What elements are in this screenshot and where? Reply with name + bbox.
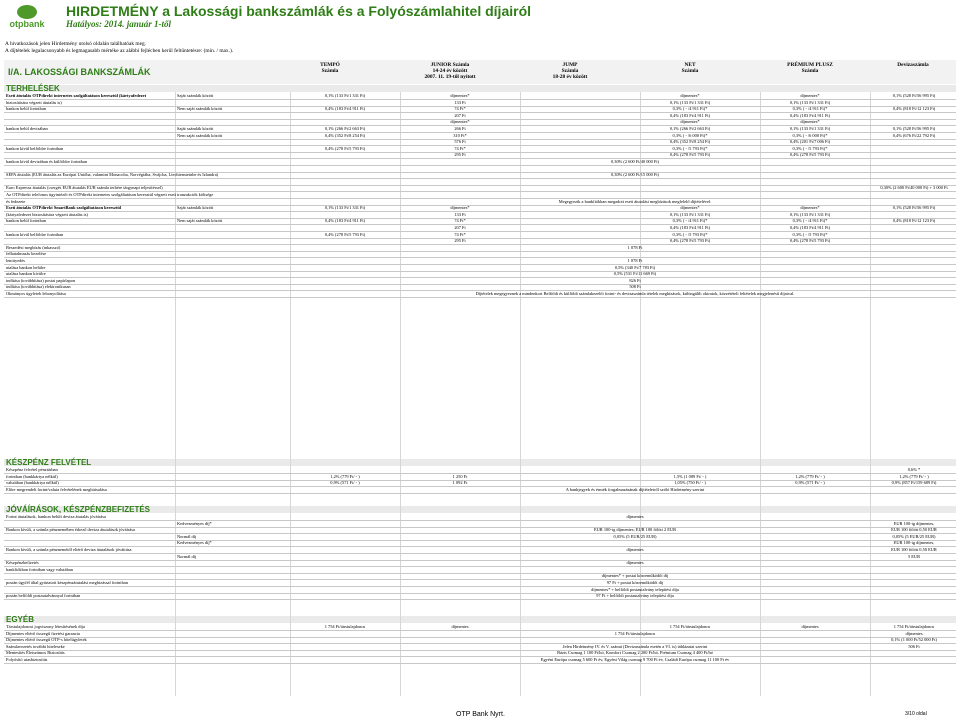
footer-bank: OTP Bank Nyrt. [456, 711, 505, 718]
table-cell: Nem saját számlák között [177, 106, 223, 112]
table-cell: Forint átutalások, bankon belüli deviza átutalás jóváírása [6, 514, 106, 519]
table-cell: díjmentes* + postai közreműködői díj [601, 573, 669, 579]
otp-logo: otpbank [5, 5, 49, 31]
table-cell: Eseti átutalás OTPdirekt SmartBank szolgáltatáson keresztül [6, 205, 122, 211]
table-cell: Az OTPdirekt telefonos ügyintézői és OTPdirekt internetes szolgáltatáson keresztül végzett eseti tranzakciók költsége [6, 192, 214, 197]
table-cell: utalása bankon kívülre [6, 271, 46, 277]
table-cell: 0,9% (571 Ft/ - ) [795, 480, 825, 486]
table-cell: és fedezete [6, 198, 26, 204]
table-cell: díjmentes [626, 560, 644, 566]
table-cell: 1 754 Ft/társtulajdonos [893, 624, 935, 629]
table-cell: 0,4% (676 Ft/22 792 Ft) [892, 132, 936, 138]
table-cell: 0,4% (183 Ft/4 911 Ft) [324, 106, 366, 112]
table-cell: 97 Ft + belföldi postautalvány telepítési díja [596, 593, 674, 599]
table-cell: 0,4% (278 Ft/5 793 Ft) [669, 152, 711, 158]
table-cell: Nem saját számlák között [177, 218, 223, 224]
table-cell: 1 078 Ft [627, 258, 643, 263]
page-title: HIRDETMÉNY a Lakossági bankszámlák és a Folyószámlahitel díjairól [66, 3, 532, 19]
column-header-line: Számla [681, 68, 699, 74]
table-cell: Bankon kívüli, a számla pénznemében érkező deviza átutalások jóváírása [6, 527, 135, 533]
table-cell: 0,3% ( - /4 911 Ft)* [672, 218, 708, 224]
table-cell: 0,1% (266 Ft/2 663 Ft) [324, 126, 366, 131]
table-cell: Előre megrendelt forint/valuta felvételének meghiúsulása [6, 486, 107, 492]
table-cell: 5 EUR [907, 553, 921, 559]
table-cell: 133 Ft [454, 211, 466, 217]
table-cell: Normál díj [177, 533, 197, 539]
table-cell: 0,4% (183 Ft/4 911 Ft) [669, 112, 711, 118]
table-cell: díjmentes [626, 547, 644, 552]
section-band [4, 616, 956, 623]
table-cell: Számlavezetés további hiteleseke [6, 643, 65, 649]
column-header-line: Devizaszámla [897, 62, 929, 68]
table-cell: 0,1% (528 Ft/56 995 Ft) [892, 126, 936, 131]
table-cell: lenitiyedés [6, 258, 26, 263]
table-cell: bankon belül devizában [6, 126, 48, 131]
table-cell: 0,4% (183 Ft/4 911 Ft) [789, 225, 831, 230]
table-cell: 0,3% ( - /5 793 Ft)* [672, 145, 708, 151]
section-band [4, 459, 956, 466]
table-cell: Mentesítés Életszámos Biztosítás [6, 650, 65, 656]
table-cell: Egyéni Európa csomag 5 600 Ft év, Egyéni Világ csomag 9 700 Ft év, Családi Európa csomag 11 100 Ft év [540, 657, 730, 662]
column-header-line: 2007. 11. 19-től nyitott [424, 74, 476, 80]
table-cell: 1 078 Ft [627, 244, 643, 250]
section-heading: TERHELÉSEK [6, 84, 60, 93]
column-divider [400, 92, 401, 696]
table-cell: 310 Ft* [453, 132, 467, 138]
table-cell: díjmentes* [680, 205, 700, 211]
table-cell: 826 Ft [629, 277, 641, 283]
table-cell: 0,1% (133 Ft/1 331 Ft) [324, 205, 366, 211]
section-heading: EGYÉB [6, 615, 35, 624]
row-divider [4, 599, 956, 600]
table-cell: 508 Ft [629, 284, 641, 290]
table-cell: 0,4% (183 Ft/4 911 Ft) [324, 218, 366, 224]
table-cell: 74 Ft* [454, 231, 466, 237]
table-cell: 0,4% (278 Ft/5 793 Ft) [324, 145, 366, 151]
table-cell: bankfiókban forintban vagy valutában [6, 566, 73, 572]
table-cell: díjmentes [905, 630, 923, 636]
column-header [640, 62, 740, 74]
row-divider [4, 178, 956, 179]
table-cell: 74 Ft* [454, 218, 466, 224]
column-header-line: Számla [561, 68, 579, 74]
table-cell: bankon kívül belföldre forintban [6, 231, 64, 237]
table-cell: díjmentes* [680, 119, 700, 125]
table-cell: Díjmentes eltérő összegű fizetési garancia [6, 630, 80, 636]
table-cell: 0,3% ( - /6 000 Ft)* [792, 132, 828, 138]
table-cell: 0,4% (278 Ft/5 793 Ft) [789, 238, 831, 244]
table-cell: 207 Ft [454, 225, 466, 230]
table-cell: Eseti átutalás OTPdirekt internetes szolgáltatáson keresztül (kártyafedezet [6, 93, 147, 98]
table-cell: 0,05% (5 EUR/25 EUR) [892, 533, 936, 539]
table-cell: EUR 100 fölött 0,50 EUR [891, 527, 937, 533]
table-cell: 0,3% ( - /4 911 Ft)* [672, 106, 708, 112]
table-cell: 0,1% (133 Ft/1 331 Ft) [789, 126, 831, 131]
table-cell: 0,9% (571 Ft/ - ) [330, 480, 360, 486]
table-cell: SEPA átutalás (EUR átutalás az Európai Unióba, valamint Monacoba, Norvégiába, Svájcba, Liechtensteinbe és Izlandra) [6, 172, 219, 178]
table-cell: 1,2% (779 Ft/ - ) [899, 473, 929, 479]
table-cell: 0,1% (133 Ft/1 331 Ft) [324, 93, 366, 98]
table-cell: 0,4% (183 Ft/4 911 Ft) [789, 112, 831, 118]
table-cell: 0,1% (133 Ft/1 331 Ft) [789, 211, 831, 217]
table-cell: díjmentes* [800, 93, 820, 98]
table-cell: 207 Ft [454, 112, 466, 118]
table-cell: díjmentes* [800, 119, 820, 125]
table-cell: díjmentes [626, 514, 644, 519]
table-cell: 0,4% (818 Ft/12 123 Ft) [892, 106, 936, 112]
table-cell: 0,6% * [907, 467, 921, 472]
table-cell: 74 Ft* [454, 106, 466, 112]
table-cell: 0,4% (352 Ft/8 254 Ft) [324, 132, 366, 138]
table-cell: Készpénz felvétel pénztárban [6, 467, 58, 472]
table-cell: 266 Ft [454, 126, 466, 131]
page-subtitle: Hatályos: 2014. január 1-től [66, 19, 172, 29]
table-cell: Készpénzbefizetés [6, 560, 39, 566]
column-header-line: 14-24 év között [432, 68, 468, 74]
table-cell: 0,4% (278 Ft/5 793 Ft) [669, 238, 711, 244]
table-cell: 0,9% (857 Ft/159 689 Ft) [891, 480, 937, 486]
table-cell: 0,4% (201 Ft/7 006 Ft) [789, 139, 831, 145]
table-cell: Kedvezményes díj* [177, 520, 212, 526]
column-divider [175, 92, 176, 696]
table-cell: 0,30% (2 600 Ft/40 000 Ft) [610, 159, 660, 164]
table-cell: 0,30% (2 600 Ft/15 000 Ft) [610, 172, 660, 178]
table-cell: Saját számlák között [177, 93, 214, 98]
row-divider [4, 663, 956, 664]
table-cell: 0,3% ( - /6 000 Ft)* [672, 132, 708, 138]
footer-page: 3/10 oldal [905, 711, 927, 717]
table-cell: EUR 100-ig díjmentes, [893, 520, 935, 526]
column-divider [520, 92, 521, 696]
section-band [4, 85, 956, 92]
table-cell: indítása (továbbítása) elektronikusan [6, 284, 71, 290]
table-cell: 295 Ft [454, 152, 466, 158]
column-divider [640, 92, 641, 696]
table-cell: 1 754 Ft/társtulajdonos [669, 624, 711, 629]
table-cell: 0,3% ( - /5 793 Ft)* [672, 231, 708, 237]
row-divider [4, 520, 956, 521]
table-cell: 0,1% (1 000 Ft/52 000 Ft) [891, 637, 937, 643]
intro-line: A díjtételek legalacsonyabb és legmagasabb mértéke az alábbi fejlécben kerül feltüntetésre: (min. / max.). [5, 48, 234, 54]
table-cell: 1,2% (779 Ft/ - ) [330, 473, 360, 479]
column-divider [760, 92, 761, 696]
table-cell: felhatalmazás kezelése [6, 251, 47, 257]
table-cell: 1 092 Ft [452, 480, 468, 486]
row-divider [4, 297, 956, 298]
column-header-line: 18-28 év között [552, 74, 588, 80]
table-cell: Jelen Hirdetmény IV. és V. számú (Devizaszámla esetén a VI. is) táblázatai szerint [562, 643, 708, 649]
table-cell: bankon kívül belföldre forintban [6, 145, 64, 151]
table-cell: 0,4% (818 Ft/12 123 Ft) [892, 218, 936, 224]
column-header [870, 62, 956, 68]
table-cell: 506 Ft [908, 643, 920, 649]
table-cell: díjmentes* [450, 205, 470, 211]
table-cell: 1,05% (750 Ft/ - ) [674, 480, 706, 486]
table-cell: indítása (továbbítása) postai papírlapon [6, 277, 76, 283]
table-cell: 0,1% (133 Ft/1 331 Ft) [789, 99, 831, 105]
table-cell: 0,1% (133 Ft/1 331 Ft) [669, 211, 711, 217]
table-cell: 97 Ft + postai közreműködői díj [606, 580, 664, 585]
table-cell: (kártyafedezet biztosítására végzett átutalás is) [6, 211, 88, 217]
table-cell: EUR 100-ig díjmentes, [893, 540, 935, 546]
table-cell: bankon kívül devizában és külföldre forintban [6, 159, 88, 164]
table-cell: 0,4% (278 Ft/5 793 Ft) [324, 231, 366, 237]
table-cell: bankon belül forintban [6, 218, 46, 224]
table-cell: 0,4% (352 Ft/8 254 Ft) [669, 139, 711, 145]
table-cell: díjmentes* [680, 93, 700, 98]
column-divider [290, 92, 291, 696]
column-header [290, 62, 370, 74]
column-header-line: PRÉMIUM PLUSZ [787, 62, 833, 68]
table-cell: 1,2% (779 Ft/ - ) [795, 473, 825, 479]
table-cell: díjmentes* [450, 119, 470, 125]
column-header-line: Számla [801, 68, 819, 74]
table-cell: Díjmentes eltérő összegű OTP-s hitelügyletek [6, 637, 87, 643]
table-cell: postán belföldi postautalvánnyal forintban [6, 593, 81, 599]
table-cell: Nem saját számlák között [177, 132, 223, 138]
column-divider [870, 92, 871, 696]
table-cell: díjmentes* [800, 205, 820, 211]
table-cell: díjmentes [801, 624, 819, 629]
table-cell: bankon belül forintban [6, 106, 46, 112]
table-cell: 0,1% (528 Ft/56 995 Ft) [892, 205, 936, 211]
column-header-line: JUMP [562, 62, 578, 68]
column-header-line: TEMPÓ [320, 62, 340, 68]
table-cell: 0,3% ( - /5 793 Ft)* [792, 145, 828, 151]
table-cell: Okmányos ügyletek lebonyolítása [6, 291, 66, 296]
table-cell: 0,4% (183 Ft/4 911 Ft) [669, 225, 711, 230]
table-cell: 0,4% (278 Ft/5 793 Ft) [789, 152, 831, 158]
table-cell: Megegyezik a bankfiókban megadott eseti átutalási megbízások megfelelő díjtételével. [558, 198, 712, 204]
table-cell: EUR 100-ig díjmentes; EUR 100 fölött 2 EUR [593, 527, 677, 533]
table-cell: Társtulajdonosi jogviszony létesítésének díja [6, 624, 85, 629]
table-cell: valutában (bankkártya nélkül) [6, 480, 59, 486]
table-cell: Díjtételek megegyeznek a mindenkori Belföldi és külföldi számlakezelői forint- és devizaszámla tételek megbízások, különgáltli okiratok, közzétételi feltételek megjelenésű díjaival. [475, 291, 795, 296]
row-divider [4, 493, 956, 494]
table-cell: 0,1% (528 Ft/56 995 Ft) [892, 93, 936, 98]
column-header [520, 62, 620, 80]
table-cell: 0,1% (266 Ft/2 663 Ft) [669, 126, 711, 131]
table-cell: 0,3% ( - /4 911 Ft)* [792, 106, 828, 112]
table-cell: Beszedési megbízás (inkasszó) [6, 244, 61, 250]
row-divider [4, 553, 956, 554]
table-cell: díjmentes* + belföldi postautalvány telepítési díja [591, 586, 679, 592]
table-cell: Folyósító utasbiztosítás [6, 657, 48, 662]
table-cell: díjmentes* [450, 93, 470, 98]
table-cell: Saját számlák között [177, 205, 214, 211]
table-cell: díjmentes [451, 624, 469, 629]
table-cell: 74 Ft* [454, 145, 466, 151]
row-divider [4, 165, 956, 166]
table-cell: Saját számlák között [177, 126, 214, 131]
column-header-line: NET [684, 62, 696, 68]
table-cell: Bázis Csomag 1 100 Ft/hó, Komfort Csomag 2 200 Ft/hó, Prémium Csomag 4 400 Ft/hó [557, 650, 713, 656]
table-cell: 1 754 Ft/társtulajdonos [614, 630, 656, 636]
section-heading: KÉSZPÉNZ FELVÉTEL [6, 458, 92, 467]
table-cell: Kedvezményes díj* [177, 540, 212, 546]
table-cell: Bankon kívüli, a számla pénznemétől eltérő deviza átutalások jóváírása [6, 547, 132, 552]
intro-line: A hivatkozások jelen Hirdetmény utolsó oldalán találhatóak meg. [5, 41, 147, 47]
table-cell: 0,1% (133 Ft/1 331 Ft) [669, 99, 711, 105]
table-cell: postán ügyfél által gyártatott készpénzátutalási megbízással forintban [6, 580, 128, 585]
table-cell: biztosítására végzett átutalás is) [6, 99, 62, 105]
table-cell: 0,3% ( - /5 793 Ft)* [792, 231, 828, 237]
table-cell: 1,5% (1 089 Ft/ - ) [673, 473, 707, 479]
table-cell: forintban (bankkártya nélkül) [6, 473, 58, 479]
page-header [0, 0, 960, 32]
column-header-line: Számla [321, 68, 339, 74]
table-cell: 1 754 Ft/társtulajdonos [324, 624, 366, 629]
table-cell: 0,30% (2 600 Ft/40 000 Ft) + 3 000 Ft [880, 185, 948, 191]
table-cell: 0,3% ( - /4 911 Ft)* [792, 218, 828, 224]
table-cell: 0,05% (5 EUR/25 EUR) [613, 533, 657, 539]
table-cell: EUR 100 fölött 0,50 EUR [891, 547, 937, 552]
table-cell: 1 250 Ft [452, 473, 468, 479]
section-title: I/A. LAKOSSÁGI BANKSZÁMLÁK [8, 67, 151, 77]
table-cell: 133 Ft [454, 99, 466, 105]
table-cell: A bankjegyek és érmék forgalmazásának díjtételeiről szóló Hirdetmény szerint [565, 486, 705, 492]
row-divider [4, 540, 956, 541]
table-cell: utalása bankon belülre [6, 264, 46, 270]
section-heading: JÓVÁÍRÁSOK, KÉSZPÉNZBEFIZETÉS [6, 505, 151, 514]
table-cell: 0,5% (531 Ft/11 669 Ft) [613, 271, 657, 277]
table-cell: Euro Expressz átutalás (csergés EUR átutalás EUR számla terhére tárgynapi teljesítéssel) [6, 185, 163, 191]
column-header-line: JUNIOR Számla [430, 62, 470, 68]
column-header [760, 62, 860, 74]
table-cell: 0,5% (340 Ft/7 783 Ft) [614, 264, 656, 270]
column-header [400, 62, 500, 80]
table-cell: 576 Ft [454, 139, 466, 145]
table-cell: 295 Ft [454, 238, 466, 244]
table-cell: Normál díj [177, 553, 197, 559]
